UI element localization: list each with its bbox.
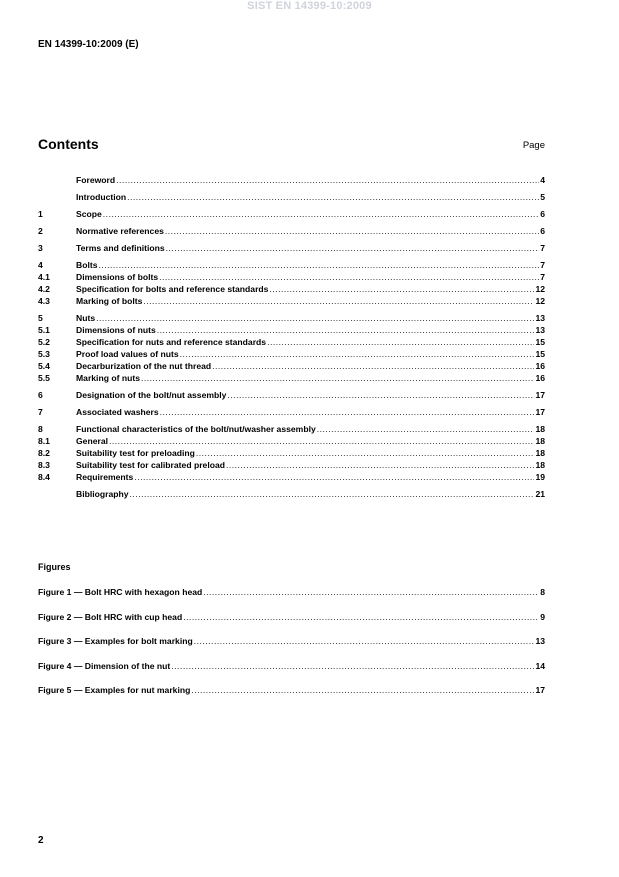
dot-leader	[143, 295, 534, 307]
toc-entry-page: 18	[535, 460, 545, 470]
toc-entry-page: 13	[535, 325, 545, 335]
toc-entry-page: 15	[535, 349, 545, 359]
figure-entry-title: Figure 5 — Examples for nut marking	[38, 685, 191, 695]
table-of-contents	[38, 174, 545, 500]
toc-entry-number: 2	[38, 226, 43, 236]
dot-leader	[109, 435, 534, 447]
toc-entry[interactable]	[38, 312, 545, 324]
dot-leader	[141, 372, 534, 384]
dot-leader	[180, 348, 535, 360]
toc-entry-page: 12	[535, 296, 545, 306]
toc-entry-number: 5	[38, 313, 43, 323]
dot-leader	[203, 586, 539, 598]
toc-entry-title: Normative references	[76, 226, 164, 236]
toc-entry-title: Nuts	[76, 313, 96, 323]
page-column-label: Page	[522, 140, 545, 151]
toc-entry-title: Terms and definitions	[76, 243, 165, 253]
toc-entry[interactable]	[38, 295, 545, 307]
figure-entry-page: 9	[540, 611, 545, 622]
toc-entry-number: 4.3	[38, 296, 50, 306]
toc-entry-title: Associated washers	[76, 407, 159, 417]
toc-entry[interactable]	[38, 324, 545, 336]
toc-entry[interactable]	[38, 242, 545, 254]
figure-entry[interactable]	[38, 635, 545, 647]
dot-leader	[226, 459, 534, 471]
toc-entry-title: Suitability test for calibrated preload	[76, 460, 225, 470]
dot-leader	[130, 488, 535, 500]
toc-entry-page: 21	[535, 489, 545, 499]
toc-entry-title: Proof load values of nuts	[76, 349, 179, 359]
toc-entry-number: 4.1	[38, 272, 50, 282]
dot-leader	[116, 174, 539, 186]
figure-entry-page: 8	[540, 587, 545, 597]
toc-entry-page: 15	[535, 337, 545, 347]
dot-leader	[191, 684, 534, 696]
dot-leader	[269, 283, 534, 295]
toc-entry-title: Marking of nuts	[76, 373, 140, 383]
toc-entry-page: 18	[535, 436, 545, 446]
toc-entry-title: Requirements	[76, 472, 134, 482]
figure-entry[interactable]	[38, 611, 545, 623]
toc-entry[interactable]	[38, 447, 545, 459]
toc-entry[interactable]	[38, 406, 545, 418]
dot-leader	[165, 225, 539, 237]
toc-entry-title: Foreword	[76, 175, 116, 185]
toc-entry-page: 4	[540, 175, 545, 185]
toc-entry-page: 17	[535, 390, 545, 400]
toc-entry-title: Specification for nuts and reference standards	[76, 337, 267, 347]
figure-entry-title: Figure 2 — Bolt HRC with cup head	[38, 611, 183, 622]
figure-entry-title: Figure 4 — Dimension of the nut	[38, 660, 171, 671]
toc-entry-title: Bibliography	[76, 489, 129, 499]
contents-title: Contents	[38, 136, 99, 152]
toc-entry-page: 5	[540, 192, 545, 202]
toc-entry-number: 3	[38, 243, 43, 253]
figure-entry-page: 17	[535, 685, 545, 695]
toc-entry-page: 6	[540, 209, 545, 219]
toc-entry[interactable]	[38, 435, 545, 447]
dot-leader	[317, 423, 535, 435]
toc-entry-page: 13	[535, 313, 545, 323]
dot-leader	[98, 259, 539, 271]
toc-entry-number: 8.1	[38, 436, 50, 446]
toc-entry[interactable]	[38, 488, 545, 500]
dot-leader	[183, 611, 539, 623]
toc-entry-number: 8.2	[38, 448, 50, 458]
toc-entry-page: 16	[535, 373, 545, 383]
toc-entry[interactable]	[38, 336, 545, 348]
toc-entry-page: 16	[535, 361, 545, 371]
toc-entry-number: 4.2	[38, 284, 50, 294]
toc-entry[interactable]	[38, 348, 545, 360]
toc-entry-title: Scope	[76, 209, 102, 219]
toc-entry[interactable]	[38, 459, 545, 471]
toc-entry-number: 4	[38, 260, 43, 270]
toc-entry-title: Bolts	[76, 260, 98, 270]
figure-entry[interactable]	[38, 586, 545, 598]
toc-entry-page: 7	[540, 260, 545, 270]
toc-entry-title: Dimensions of bolts	[76, 272, 159, 282]
toc-entry-title: Decarburization of the nut thread	[76, 361, 212, 371]
toc-entry-number: 8.4	[38, 472, 50, 482]
toc-entry-number: 5.3	[38, 349, 50, 359]
toc-entry-page: 7	[540, 272, 545, 282]
toc-entry[interactable]	[38, 259, 545, 271]
toc-entry-page: 18	[535, 448, 545, 458]
dot-leader	[267, 336, 534, 348]
toc-entry[interactable]	[38, 372, 545, 384]
toc-entry-title: Designation of the bolt/nut assembly	[76, 390, 227, 400]
figure-entry-title: Figure 1 — Bolt HRC with hexagon head	[38, 587, 203, 597]
toc-entry-number: 5.5	[38, 373, 50, 383]
toc-entry-title: Functional characteristics of the bolt/nut/washer assembly	[76, 424, 316, 434]
figure-entry-page: 14	[535, 660, 545, 671]
dot-leader	[96, 312, 534, 324]
dot-leader	[227, 389, 534, 401]
toc-entry-title: Marking of bolts	[76, 296, 143, 306]
dot-leader	[194, 635, 535, 647]
toc-entry-number: 5.4	[38, 361, 50, 371]
toc-entry-page: 19	[535, 472, 545, 482]
figure-entry[interactable]	[38, 684, 545, 696]
dot-leader	[212, 360, 534, 372]
toc-entry[interactable]	[38, 471, 545, 483]
toc-entry-title: Specification for bolts and reference standards	[76, 284, 269, 294]
figure-entry-title: Figure 3 — Examples for bolt marking	[38, 636, 193, 646]
dot-leader	[160, 406, 535, 418]
toc-entry-page: 6	[540, 226, 545, 236]
toc-entry[interactable]	[38, 208, 545, 220]
list-of-figures	[38, 586, 545, 709]
toc-entry-title: General	[76, 436, 109, 446]
toc-entry[interactable]	[38, 271, 545, 283]
toc-entry[interactable]	[38, 423, 545, 435]
toc-entry[interactable]	[38, 174, 545, 186]
toc-entry[interactable]	[38, 283, 545, 295]
toc-entry-page: 12	[535, 284, 545, 294]
toc-entry[interactable]	[38, 191, 545, 203]
figure-entry-page: 13	[535, 636, 545, 646]
document-id: EN 14399-10:2009 (E)	[38, 39, 139, 50]
toc-entry[interactable]	[38, 389, 545, 401]
toc-entry-number: 8	[38, 424, 43, 434]
dot-leader	[134, 471, 534, 483]
dot-leader	[166, 242, 540, 254]
toc-entry-number: 1	[38, 209, 43, 219]
toc-entry-title: Suitability test for preloading	[76, 448, 195, 458]
toc-entry-number: 6	[38, 390, 43, 400]
dot-leader	[159, 271, 539, 283]
page-number: 2	[38, 835, 44, 846]
dot-leader	[127, 191, 539, 203]
toc-entry-number: 5.1	[38, 325, 50, 335]
dot-leader	[171, 660, 534, 672]
toc-entry-title: Dimensions of nuts	[76, 325, 156, 335]
dot-leader	[157, 324, 535, 336]
dot-leader	[103, 208, 539, 220]
toc-entry-number: 5.2	[38, 337, 50, 347]
toc-entry[interactable]	[38, 360, 545, 372]
toc-entry-number: 7	[38, 407, 43, 417]
watermark: SIST EN 14399-10:2009	[247, 0, 372, 12]
toc-entry-number: 8.3	[38, 460, 50, 470]
toc-entry-page: 7	[540, 243, 545, 253]
figure-entry[interactable]	[38, 660, 545, 672]
toc-entry-page: 17	[535, 407, 545, 417]
toc-entry-page: 18	[535, 424, 545, 434]
figures-heading: Figures	[38, 562, 71, 572]
dot-leader	[196, 447, 535, 459]
toc-entry-title: Introduction	[76, 192, 127, 202]
toc-entry[interactable]	[38, 225, 545, 237]
